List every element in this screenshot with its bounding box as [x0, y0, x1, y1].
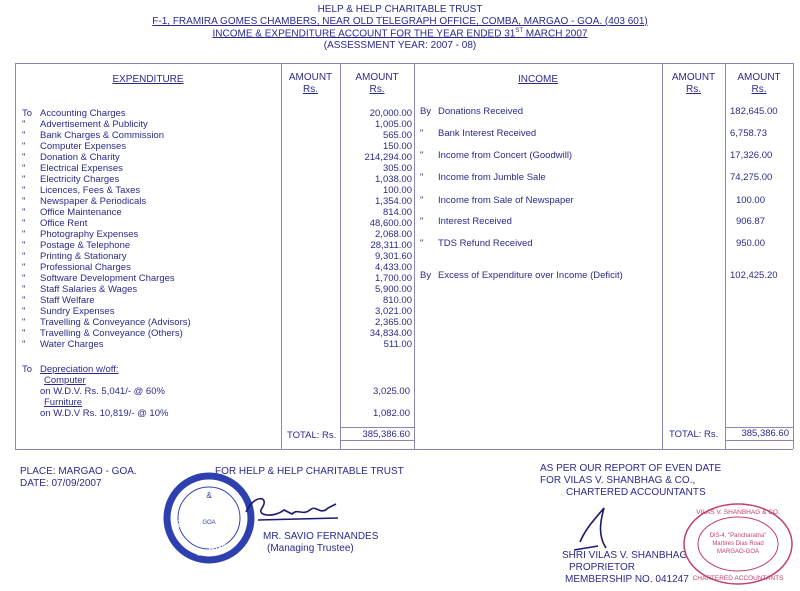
expenditure-amount: 1,005.00 [375, 119, 412, 130]
report-line-2: FOR VILAS V. SHANBHAG & CO., [540, 475, 696, 486]
row-prefix: " [22, 152, 26, 163]
trustee-signature [240, 490, 350, 530]
report-line-3: CHARTERED ACCOUNTANTS [566, 487, 706, 498]
svg-text:CHARITABLE: CHARITABLE [195, 542, 235, 558]
income-row [420, 172, 773, 184]
computer-detail: on W.D.V. Rs. 5,041/- @ 60% [40, 386, 165, 397]
right-total-label: TOTAL: Rs. [669, 429, 719, 440]
income-row [420, 128, 765, 140]
row-prefix: " [22, 185, 26, 196]
furniture-label: Furniture [44, 397, 83, 408]
expenditure-amount: 1,700.00 [375, 273, 412, 284]
expenditure-amount: 20,000.00 [369, 108, 412, 119]
row-prefix: " [22, 196, 26, 207]
expenditure-amount: 9,301.60 [375, 251, 412, 262]
income-amount: 74,275.00 [730, 172, 773, 183]
expenditure-row [22, 152, 412, 163]
income-row [420, 106, 778, 118]
expenditure-row [22, 273, 412, 284]
row-prefix: " [22, 306, 26, 317]
row-prefix: " [420, 128, 424, 139]
expenditure-row [22, 141, 412, 152]
row-prefix: " [420, 238, 424, 249]
row-prefix: " [420, 150, 424, 161]
svg-text:VILAS V. SHANBHAG & CO.: VILAS V. SHANBHAG & CO. [696, 509, 780, 516]
expenditure-label: Office Maintenance [40, 207, 122, 218]
expenditure-amount: 4,433.00 [375, 262, 412, 273]
svg-text:Martires Dias Road: Martires Dias Road [712, 541, 764, 547]
expenditure-label: Staff Salaries & Wages [40, 284, 138, 295]
row-prefix: " [22, 174, 26, 185]
for-trust: FOR HELP & HELP CHARITABLE TRUST [215, 466, 404, 477]
ca-firm-stamp [680, 500, 796, 588]
org-address: F-1, FRAMIRA GOMES CHAMBERS, NEAR OLD TELEGRAPH OFFICE, COMBA, MARGAO - GOA. (403 601) [152, 16, 648, 27]
expenditure-label: Bank Charges & Commission [40, 130, 165, 141]
auditor-signature [570, 498, 630, 554]
row-prefix: " [22, 251, 26, 262]
trustee-name: MR. SAVIO FERNANDES [263, 531, 379, 542]
svg-text:GOA: GOA [202, 520, 216, 526]
expenditure-row [22, 317, 412, 328]
income-label: Donations Received [438, 106, 524, 117]
expenditure-label: Electrical Expenses [40, 163, 123, 174]
income-label: Income from Concert (Goodwill) [438, 150, 573, 161]
expenditure-amount: 1,354.00 [375, 196, 412, 207]
expenditure-label: Licences, Fees & Taxes [40, 185, 141, 196]
depreciation-title: Depreciation w/off: [40, 364, 119, 375]
furniture-depreciation-amount: 1,082.00 [373, 408, 410, 419]
expenditure-row [22, 218, 412, 229]
income-amount: 182,645.00 [730, 106, 778, 117]
expenditure-row [22, 339, 412, 350]
expenditure-row [22, 328, 412, 339]
expenditure-label: Staff Welfare [40, 295, 95, 306]
row-prefix: " [22, 284, 26, 295]
amount-header-4: AMOUNT Rs. [737, 72, 781, 95]
org-name: HELP & HELP CHARITABLE TRUST [317, 4, 483, 15]
expenditure-row [22, 295, 412, 306]
expenditure-row [22, 262, 412, 273]
row-prefix: " [22, 295, 26, 306]
expenditure-row [22, 306, 412, 317]
row-prefix: " [22, 207, 26, 218]
expenditure-label: Travelling & Conveyance (Others) [40, 328, 183, 339]
row-prefix: " [22, 339, 26, 350]
row-prefix: " [22, 229, 26, 240]
expenditure-row [22, 174, 412, 185]
expenditure-label: Water Charges [40, 339, 104, 350]
row-prefix: " [22, 218, 26, 229]
expenditure-label: Electricity Charges [40, 174, 120, 185]
expenditure-amount: 34,834.00 [369, 328, 412, 339]
expenditure-label: Office Rent [40, 218, 88, 229]
expenditure-amount: 28,311.00 [370, 240, 412, 251]
expenditure-amount: 565.00 [382, 130, 412, 141]
expenditure-row [22, 240, 412, 251]
income-amount: 950.00 [735, 238, 765, 249]
expenditure-label: Computer Expenses [40, 141, 127, 152]
expenditure-label: Photography Expenses [40, 229, 139, 240]
row-prefix: By [420, 106, 432, 117]
row-prefix: " [420, 172, 424, 183]
row-prefix: " [22, 141, 26, 152]
expenditure-label: Sundry Expenses [40, 306, 115, 317]
place: PLACE: MARGAO - GOA. [20, 466, 137, 477]
computer-depreciation-amount: 3,025.00 [373, 386, 410, 397]
expenditure-label: Accounting Charges [40, 108, 126, 119]
statement-title: INCOME & EXPENDITURE ACCOUNT FOR THE YEAR ENDED 31ST MARCH 2007 [212, 28, 588, 40]
income-header: INCOME [518, 74, 558, 85]
expenditure-label: Newspaper & Periodicals [40, 196, 147, 207]
expenditure-amount: 1,038.00 [375, 174, 412, 185]
row-prefix: " [22, 119, 26, 130]
row-prefix: " [22, 262, 26, 273]
svg-text:&: & [206, 491, 212, 500]
expenditure-row [22, 196, 412, 207]
income-amount: 102,425.20 [730, 270, 778, 281]
furniture-detail: on W.D.V Rs. 10,819/- @ 10% [40, 408, 169, 419]
expenditure-amount: 511.00 [383, 339, 412, 350]
expenditure-amount: 305.00 [382, 163, 412, 174]
trustee-role: (Managing Trustee) [267, 543, 354, 554]
expenditure-amount: 810.00 [382, 295, 412, 306]
expenditure-amount: 814.00 [382, 207, 412, 218]
income-row [420, 150, 773, 162]
income-amount: 17,326.00 [730, 150, 773, 161]
expenditure-label: Professional Charges [40, 262, 131, 273]
svg-text:MARGAO-GOA: MARGAO-GOA [716, 549, 760, 555]
expenditure-label: Software Development Charges [40, 273, 175, 284]
expenditure-label: Travelling & Conveyance (Advisors) [40, 317, 191, 328]
svg-text:HELP: HELP [172, 513, 189, 533]
income-row [420, 238, 765, 250]
income-label: TDS Refund Received [438, 238, 533, 249]
expenditure-row [22, 130, 412, 141]
report-line-1: AS PER OUR REPORT OF EVEN DATE [540, 463, 722, 474]
assessment-year: (ASSESSMENT YEAR: 2007 - 08) [323, 40, 477, 51]
expenditure-amount: 5,900.00 [375, 284, 412, 295]
expenditure-row [22, 185, 412, 196]
expenditure-header: EXPENDITURE [112, 74, 184, 85]
expenditure-row [22, 108, 412, 119]
row-prefix: " [22, 328, 26, 339]
row-prefix: To [22, 108, 33, 119]
expenditure-amount: 2,068.00 [375, 229, 412, 240]
income-label: Excess of Expenditure over Income (Deficit) [438, 270, 623, 281]
income-amount: 6,758.73 [730, 128, 767, 139]
auditor-role: PROPRIETOR [569, 562, 635, 573]
income-row [420, 216, 765, 228]
expenditure-label: Advertisement & Publicity [40, 119, 148, 130]
row-prefix: " [420, 195, 424, 206]
svg-text:DiS-4, "Pancharatna": DiS-4, "Pancharatna" [709, 533, 767, 539]
row-prefix: " [22, 317, 26, 328]
expenditure-row [22, 119, 412, 130]
income-label: Income from Jumble Sale [438, 172, 546, 183]
expenditure-amount: 48,600.00 [369, 218, 412, 229]
amount-header-1: AMOUNT Rs. [288, 72, 333, 95]
computer-label: Computer [44, 375, 86, 386]
expenditure-amount: 3,021.00 [375, 306, 412, 317]
expenditure-amount: 150.00 [382, 141, 412, 152]
income-label: Interest Received [438, 216, 512, 227]
row-prefix: " [420, 216, 424, 227]
row-prefix: " [22, 130, 26, 141]
amount-header-3: AMOUNT Rs. [671, 72, 716, 95]
row-prefix: " [22, 273, 26, 284]
expenditure-amount: 214,294.00 [364, 152, 412, 163]
expenditure-row [22, 207, 412, 218]
income-amount: 100.00 [735, 195, 765, 206]
auditor-name: SHRI VILAS V. SHANBHAG [562, 550, 688, 561]
left-total-amount: 385,386.60 [362, 429, 410, 440]
expenditure-row [22, 284, 412, 295]
expenditure-label: Printing & Stationary [40, 251, 127, 262]
row-prefix: " [22, 240, 26, 251]
income-row [420, 270, 778, 282]
expenditure-amount: 2,365.00 [375, 317, 412, 328]
amount-header-2: AMOUNT Rs. [355, 72, 399, 95]
income-label: Bank Interest Received [438, 128, 537, 139]
income-amount: 906.87 [735, 216, 765, 227]
expenditure-amount: 100.00 [382, 185, 412, 196]
depreciation-mark: To [22, 364, 33, 375]
expenditure-row [22, 163, 412, 174]
expenditure-row [22, 229, 412, 240]
expenditure-row [22, 251, 412, 262]
expenditure-label: Postage & Telephone [40, 240, 131, 251]
right-total-amount: 385,386.60 [741, 428, 789, 439]
membership-number: MEMBERSHIP NO. 041247 [565, 574, 689, 585]
svg-text:CHARTERED ACCOUNTANTS: CHARTERED ACCOUNTANTS [692, 575, 784, 582]
income-row [420, 195, 765, 207]
income-label: Income from Sale of Newspaper [438, 195, 574, 206]
date: DATE: 07/09/2007 [20, 478, 102, 489]
row-prefix: " [22, 163, 26, 174]
row-prefix: By [420, 270, 432, 281]
left-total-label: TOTAL: Rs. [287, 430, 337, 441]
expenditure-label: Donation & Charity [40, 152, 120, 163]
